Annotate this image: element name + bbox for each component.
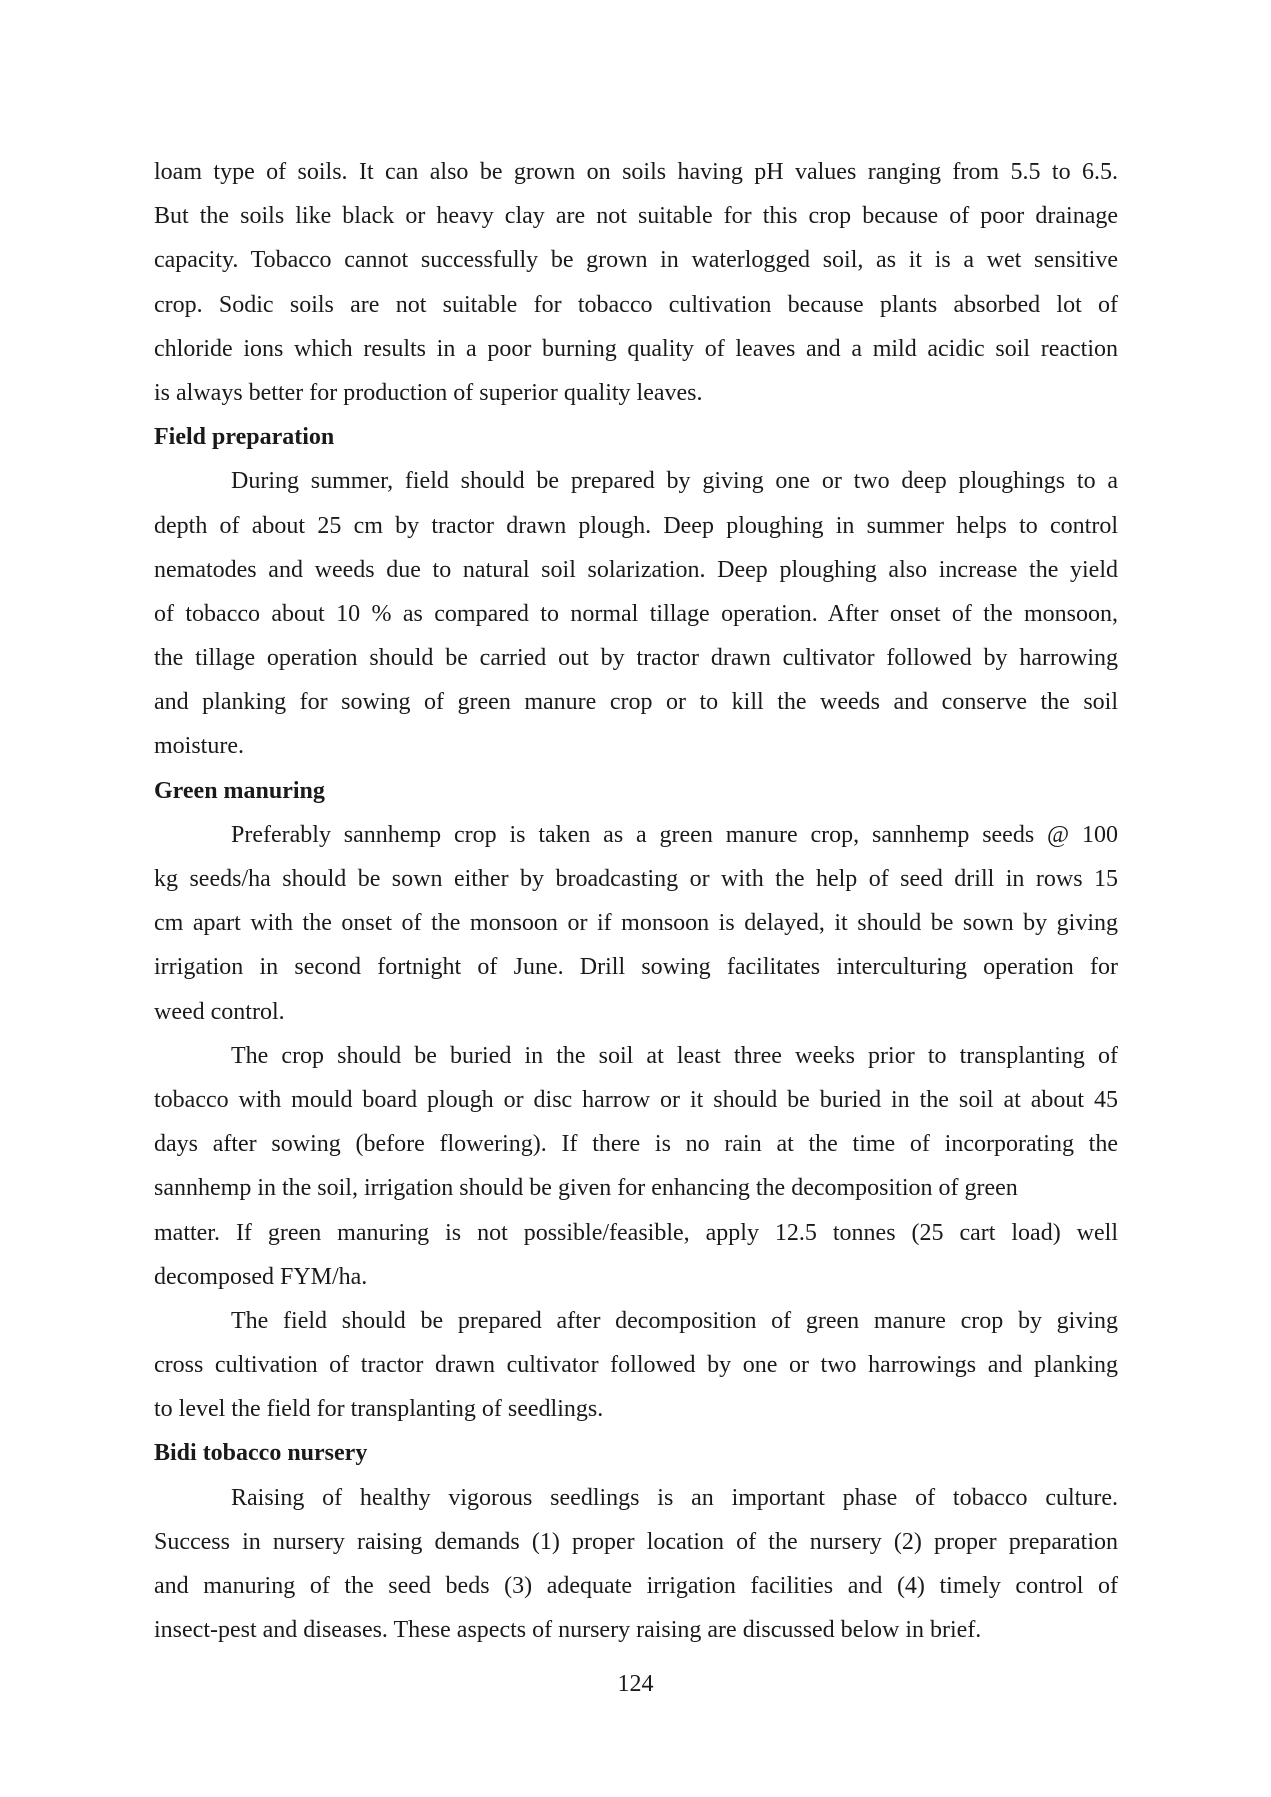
paragraph-nursery-raising bbox=[154, 1476, 1118, 1653]
section-heading-bidi-tobacco-nursery: Bidi tobacco nursery bbox=[154, 1440, 368, 1467]
text-line: Preferably sannhemp crop is taken as a green manure crop, sannhemp seeds @ 100 bbox=[231, 821, 1118, 848]
text-line: weed control. bbox=[154, 998, 285, 1025]
text-line: cross cultivation of tractor drawn cultivator followed by one or two harrowings and planking bbox=[154, 1352, 1118, 1379]
page-number: 124 bbox=[617, 1671, 654, 1697]
text-line: insect-pest and diseases. These aspects of nursery raising are discussed below in brief. bbox=[154, 1617, 982, 1644]
text-line: tobacco with mould board plough or disc harrow or it should be buried in the soil at about 45 bbox=[154, 1086, 1118, 1113]
text-line: to level the field for transplanting of seedlings. bbox=[154, 1396, 604, 1423]
text-line: kg seeds/ha should be sown either by broadcasting or with the help of seed drill in rows 15 bbox=[154, 866, 1118, 892]
text-line: is always better for production of superior quality leaves. bbox=[154, 379, 703, 406]
text-line: During summer, field should be prepared by giving one or two deep ploughings to a bbox=[231, 468, 1118, 495]
text-line: nematodes and weeds due to natural soil solarization. Deep ploughing also increase the yield bbox=[154, 556, 1118, 583]
text-line: of tobacco about 10 % as compared to normal tillage operation. After onset of the monsoon, bbox=[154, 600, 1118, 627]
paragraph-green-manuring-burial bbox=[154, 1034, 1118, 1299]
text-line: decomposed FYM/ha. bbox=[154, 1263, 368, 1290]
text-line: Raising of healthy vigorous seedlings is an important phase of tobacco culture. bbox=[231, 1484, 1118, 1511]
paragraph-green-manuring-sowing bbox=[154, 813, 1118, 1034]
text-line: crop. Sodic soils are not suitable for tobacco cultivation because plants absorbed lot of bbox=[154, 291, 1118, 318]
text-line: loam type of soils. It can also be grown on soils having pH values ranging from 5.5 to 6.5. bbox=[154, 159, 1118, 185]
text-line: But the soils like black or heavy clay are not suitable for this crop because of poor drainage bbox=[154, 203, 1118, 230]
text-line: Success in nursery raising demands (1) proper location of the nursery (2) proper preparation bbox=[154, 1528, 1118, 1555]
paragraph-field-leveling bbox=[154, 1299, 1118, 1432]
text-line: depth of about 25 cm by tractor drawn plough. Deep ploughing in summer helps to control bbox=[154, 512, 1118, 539]
text-line: matter. If green manuring is not possible/feasible, apply 12.5 tonnes (25 cart load) well bbox=[154, 1219, 1118, 1246]
section-heading-green-manuring: Green manuring bbox=[154, 777, 325, 804]
text-line: sannhemp in the soil, irrigation should be given for enhancing the decomposition of green bbox=[154, 1175, 1018, 1202]
section-heading-field-preparation: Field preparation bbox=[154, 424, 335, 451]
document-page bbox=[154, 150, 1118, 1652]
text-line: chloride ions which results in a poor burning quality of leaves and a mild acidic soil reaction bbox=[154, 335, 1118, 362]
text-line: capacity. Tobacco cannot successfully be grown in waterlogged soil, as it is a wet sensitive bbox=[154, 247, 1118, 274]
paragraph-field-preparation bbox=[154, 459, 1118, 768]
text-line: The crop should be buried in the soil at least three weeks prior to transplanting of bbox=[231, 1042, 1118, 1069]
paragraph-soil-suitability bbox=[154, 150, 1118, 415]
text-line: cm apart with the onset of the monsoon or if monsoon is delayed, it should be sown by giving bbox=[154, 910, 1118, 937]
text-line: and manuring of the seed beds (3) adequate irrigation facilities and (4) timely control of bbox=[154, 1573, 1118, 1599]
text-line: moisture. bbox=[154, 733, 244, 760]
text-line: and planking for sowing of green manure crop or to kill the weeds and conserve the soil bbox=[154, 689, 1118, 716]
text-line: the tillage operation should be carried out by tractor drawn cultivator followed by harrowing bbox=[154, 645, 1118, 672]
text-line: days after sowing (before flowering). If there is no rain at the time of incorporating the bbox=[154, 1131, 1118, 1158]
text-line: irrigation in second fortnight of June. Drill sowing facilitates interculturing operation for bbox=[154, 954, 1118, 981]
text-line: The field should be prepared after decomposition of green manure crop by giving bbox=[231, 1307, 1118, 1334]
